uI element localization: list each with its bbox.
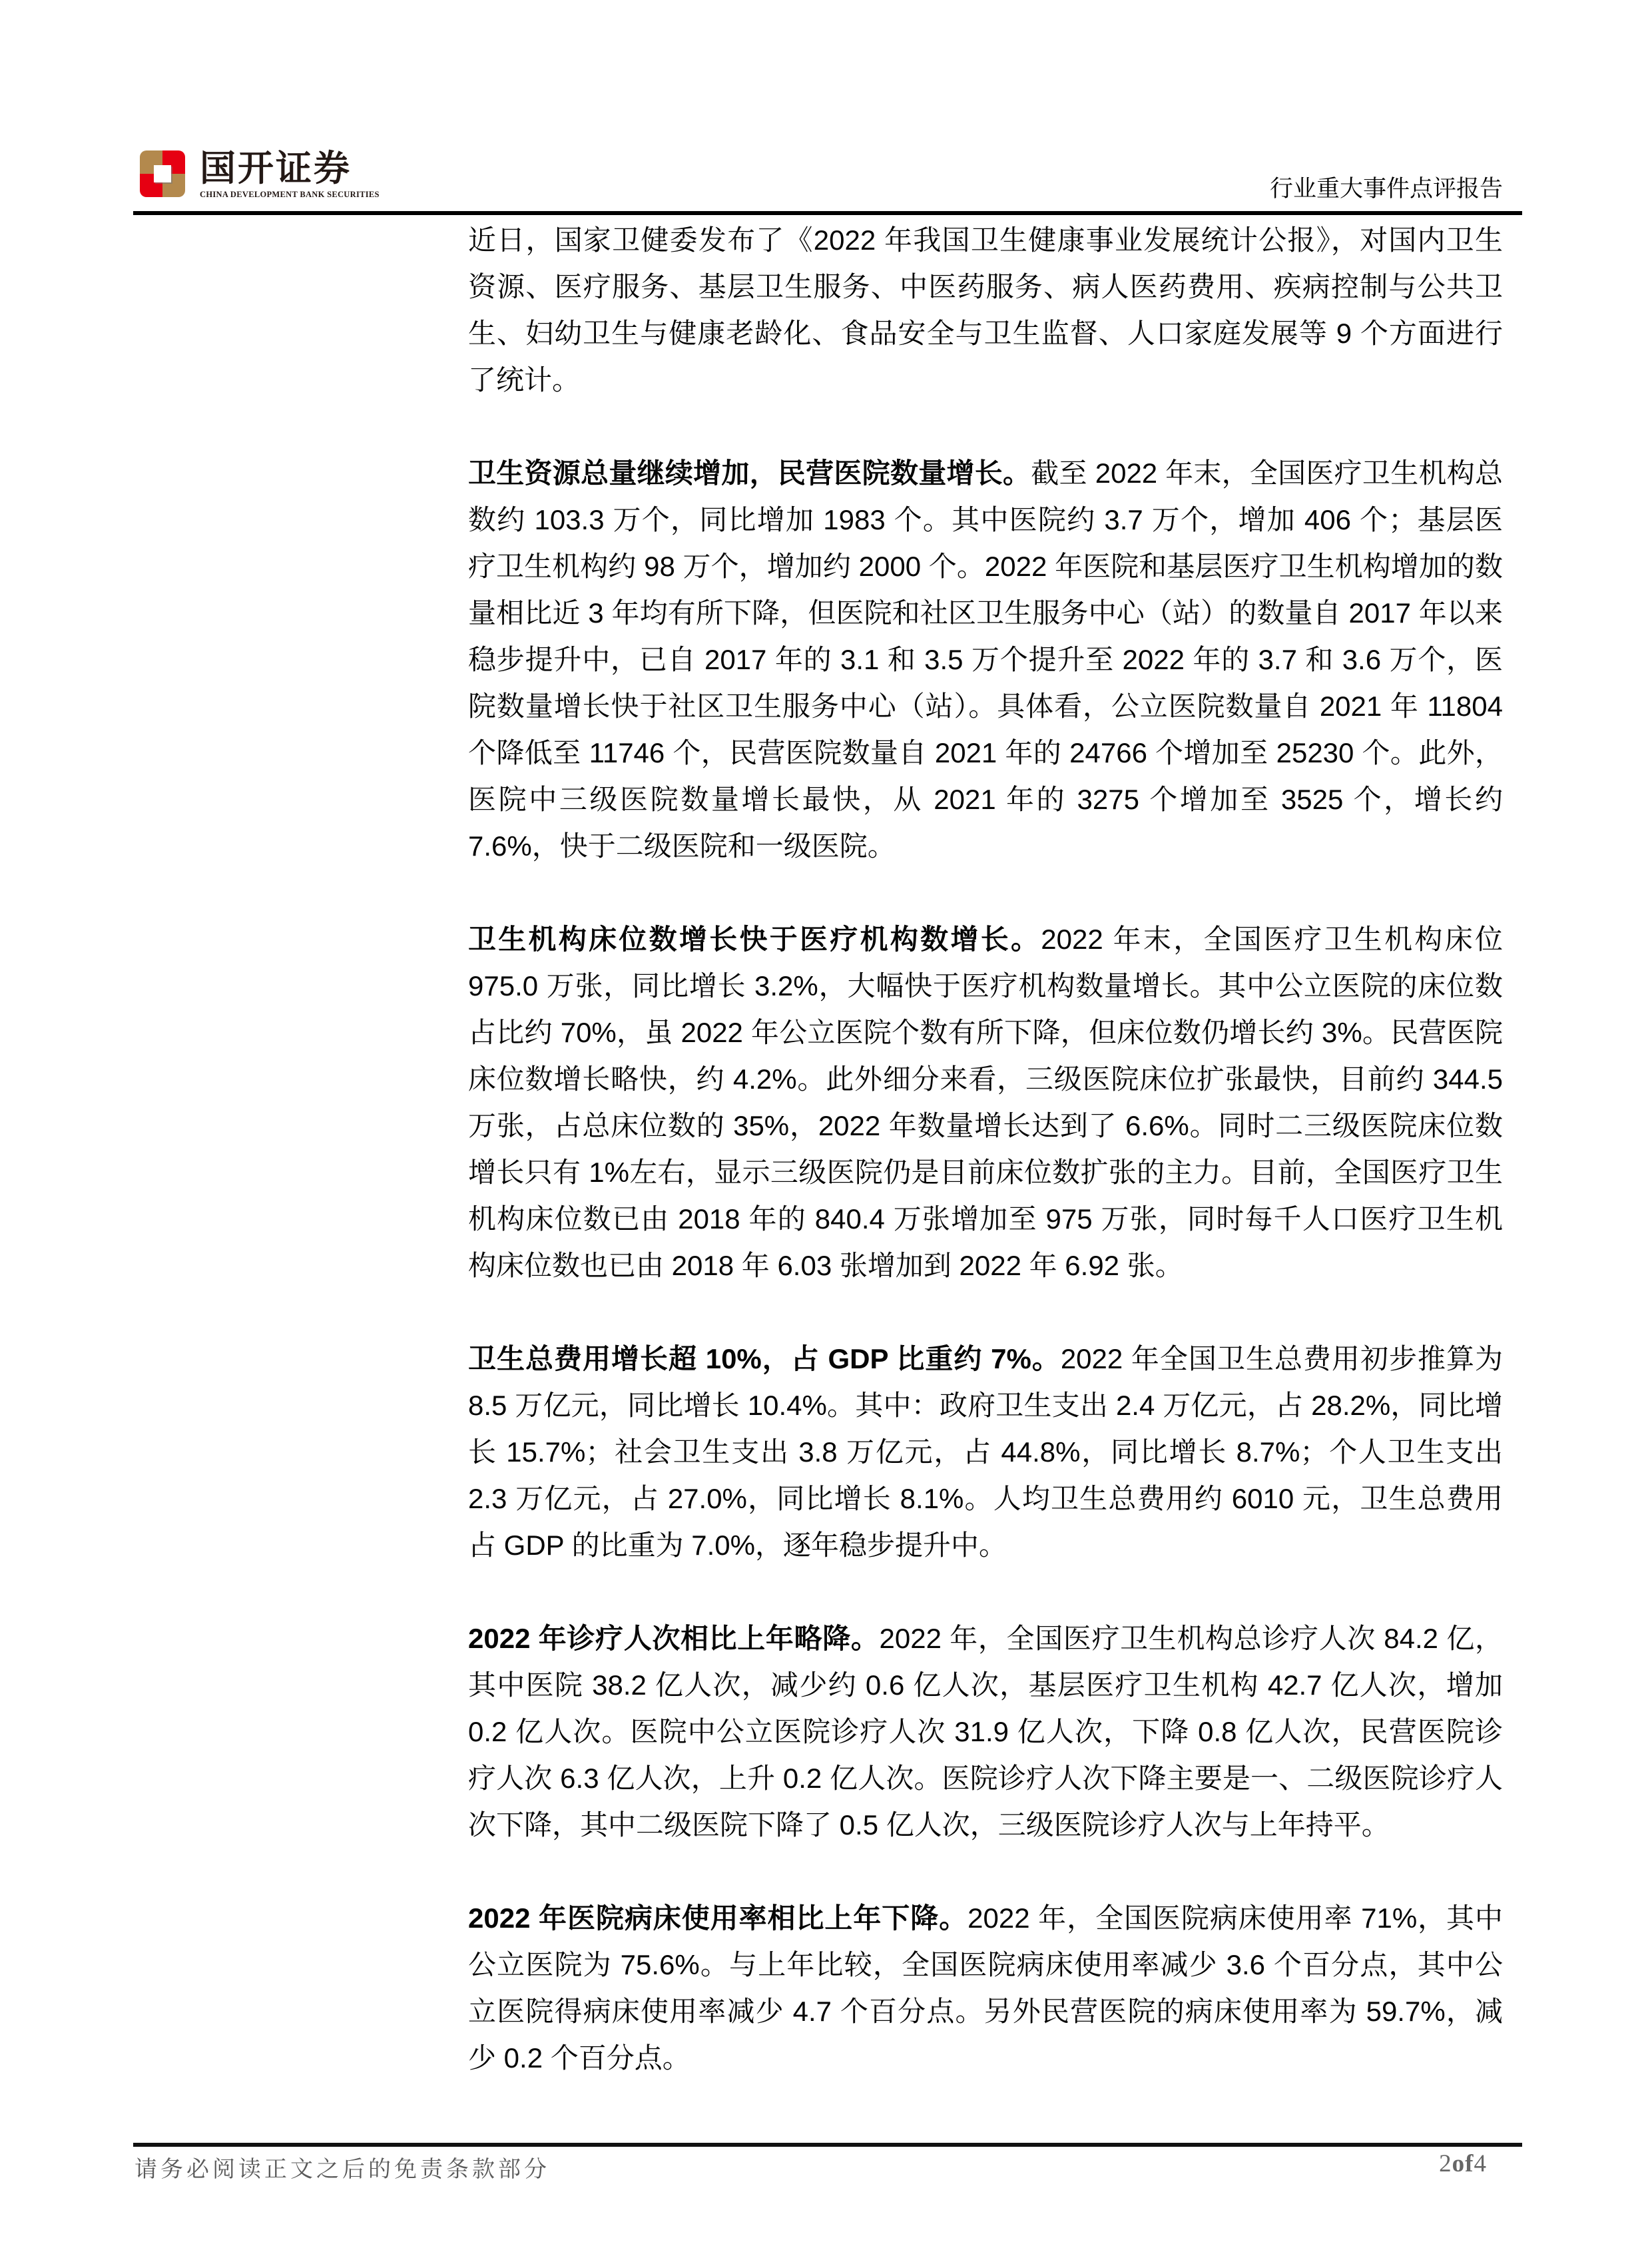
- paragraph-text: 近日，国家卫健委发布了《2022 年我国卫生健康事业发展统计公报》，对国内卫生资源、医疗服务、基层卫生服务、中医药服务、病人医药费用、疾病控制与公共卫生、妇幼卫生与健康老龄化、食品安全与卫生监督、人口家庭发展等 9 个方面进行了统计。: [468, 224, 1503, 396]
- page-number: [1439, 2149, 1487, 2178]
- paragraph: [468, 1895, 1503, 2082]
- cdb-securities-logo-icon: [140, 150, 185, 197]
- page-number-current: 2: [1439, 2150, 1452, 2177]
- paragraph-text: 2022 年，全国医疗卫生机构总诊疗人次 84.2 亿，其中医院 38.2 亿人次，减少约 0.6 亿人次，基层医疗卫生机构 42.7 亿人次，增加 0.2 亿人次。医院中公立医院诊疗人次 31.9 亿人次，下降 0.8 亿人次，民营医院诊疗人次 6.3 亿人次，上升 0.2 亿人次。医院诊疗人次下降主要是一、二级医院诊疗人次下降，其中二级医院下降了 0.5 亿人次，三级医院诊疗人次与上年持平。: [468, 1623, 1503, 1840]
- paragraph-lead: 卫生总费用增长超 10%，占 GDP 比重约 7%。: [468, 1343, 1061, 1374]
- report-type-label: 行业重大事件点评报告: [1269, 176, 1503, 202]
- paragraph: [468, 1336, 1503, 1569]
- paragraph-lead: 2022 年医院病床使用率相比上年下降。: [468, 1902, 968, 1934]
- paragraph: [468, 916, 1503, 1289]
- paragraph: [468, 217, 1503, 404]
- paragraph-text: 2022 年全国卫生总费用初步推算为 8.5 万亿元，同比增长 10.4%。其中：政府卫生支出 2.4 万亿元，占 28.2%，同比增长 15.7%；社会卫生支出 3.8 万亿元，占 44.8%，同比增长 8.7%；个人卫生支出 2.3 万亿元，占 27.0%，同比增长 8.1%。人均卫生总费用约 6010 元，卫生总费用占 GDP 的比重为 7.0%，逐年稳步提升中。: [468, 1343, 1503, 1561]
- paragraph: [468, 1615, 1503, 1848]
- paragraph: [468, 450, 1503, 870]
- page-number-separator: of: [1452, 2150, 1474, 2177]
- logo-center-square: [154, 165, 171, 182]
- brand-text: [200, 150, 380, 199]
- paragraph-lead: 卫生资源总量继续增加，民营医院数量增长。: [468, 457, 1031, 489]
- footer-divider: [133, 2143, 1522, 2147]
- report-body: [468, 217, 1503, 2082]
- paragraph-lead: 2022 年诊疗人次相比上年略降。: [468, 1623, 880, 1654]
- footer-disclaimer: 请务必阅读正文之后的免责条款部分: [135, 2157, 550, 2182]
- paragraph-lead: 卫生机构床位数增长快于医疗机构数增长。: [468, 924, 1041, 955]
- brand-name-en: CHINA DEVELOPMENT BANK SECURITIES: [200, 190, 380, 199]
- paragraph-text: 截至 2022 年末，全国医疗卫生机构总数约 103.3 万个，同比增加 1983 个。其中医院约 3.7 万个，增加 406 个；基层医疗卫生机构约 98 万个，增加约 2000 个。2022 年医院和基层医疗卫生机构增加的数量相比近 3 年均有所下降，但医院和社区卫生服务中心（站）的数量自 2017 年以来稳步提升中，已自 2017 年的 3.1 和 3.5 万个提升至 2022 年的 3.7 和 3.6 万个，医院数量增长快于社区卫生服务中心（站）。具体看，公立医院数量自 2021 年 11804 个降低至 11746 个，民营医院数量自 2021 年的 24766 个增加至 25230 个。此外，医院中三级医院数量增长最快，从 2021 年的 3275 个增加至 3525 个，增长约 7.6%，快于二级医院和一级医院。: [468, 457, 1503, 862]
- paragraph-text: 2022 年，全国医院病床使用率 71%，其中公立医院为 75.6%。与上年比较，全国医院病床使用率减少 3.6 个百分点，其中公立医院得病床使用率减少 4.7 个百分点。另外民营医院的病床使用率为 59.7%，减少 0.2 个百分点。: [468, 1902, 1503, 2074]
- header-divider: [133, 211, 1522, 215]
- paragraph-text: 2022 年末，全国医疗卫生机构床位 975.0 万张，同比增长 3.2%，大幅快于医疗机构数量增长。其中公立医院的床位数占比约 70%，虽 2022 年公立医院个数有所下降，但床位数仍增长约 3%。民营医院床位数增长略快，约 4.2%。此外细分来看，三级医院床位扩张最快，目前约 344.5 万张，占总床位数的 35%，2022 年数量增长达到了 6.6%。同时二三级医院床位数增长只有 1%左右，显示三级医院仍是目前床位数扩张的主力。目前，全国医疗卫生机构床位数已由 2018 年的 840.4 万张增加至 975 万张，同时每千人口医疗卫生机构床位数也已由 2018 年 6.03 张增加到 2022 年 6.92 张。: [468, 924, 1503, 1281]
- brand: [140, 150, 380, 199]
- brand-name-cn: 国开证券: [200, 148, 352, 188]
- page-number-total: 4: [1474, 2150, 1487, 2177]
